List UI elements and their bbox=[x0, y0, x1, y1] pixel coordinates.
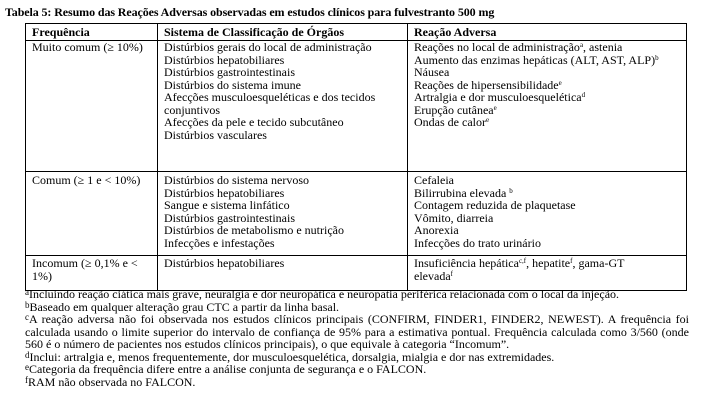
organ-system-item: Distúrbios de metabolismo e nutrição bbox=[164, 223, 344, 237]
organ-system-item: Afecções musculoesqueléticas e dos tecidos conjuntivos bbox=[164, 90, 376, 117]
footnote-label: e bbox=[25, 362, 29, 372]
footnote-ref: f bbox=[570, 257, 573, 265]
reaction-text: Contagem reduzida de plaquetase bbox=[414, 198, 576, 212]
reaction-text: Insuficiência hepática bbox=[414, 256, 519, 270]
footnote-ref: b bbox=[509, 186, 513, 195]
footnote-text: Inclui: artralgia e, menos frequentemente, dor musculoesquelética, dorsalgia, mialgia e dor nas extremidades. bbox=[29, 349, 555, 364]
footnote-ref: c,f bbox=[518, 257, 527, 265]
frequency-cell: Incomum (≥ 0,1% e < 1%) bbox=[26, 256, 158, 291]
header-adverse-reaction: Reação Adversa bbox=[408, 24, 687, 41]
organ-system-item: Distúrbios hepatobiliares bbox=[164, 185, 285, 200]
reaction-text: Vômito, diarreia bbox=[414, 210, 494, 225]
organ-system-item: Distúrbios do sistema nervoso bbox=[164, 173, 309, 187]
reaction-text: Reações no local de administração bbox=[414, 40, 580, 54]
reaction-item bbox=[414, 116, 680, 129]
frequency-cell: Muito comum (≥ 10%) bbox=[26, 41, 158, 172]
reaction-item bbox=[414, 54, 680, 67]
reaction-text: Cefaleia bbox=[414, 173, 454, 187]
organ-system-cell bbox=[158, 41, 408, 172]
reaction-text: Erupção cutânea bbox=[414, 102, 494, 117]
reaction-item bbox=[414, 257, 680, 270]
reaction-text: Anorexia bbox=[414, 223, 459, 237]
reaction-text: Infecções do trato urinário bbox=[414, 235, 541, 250]
footnote-label: b bbox=[25, 299, 30, 310]
reaction-text: , gama-GT bbox=[572, 256, 625, 270]
reaction-text: Bilirrubina elevada bbox=[414, 185, 507, 200]
footnote-label: d bbox=[25, 349, 30, 360]
footnotes bbox=[25, 288, 689, 388]
frequency-cell: Comum (≥ 1 e < 10%) bbox=[26, 172, 158, 256]
table-row bbox=[26, 256, 687, 291]
organ-system-item: Afecções da pele e tecido subcutâneo bbox=[164, 115, 344, 129]
adverse-reaction-cell bbox=[408, 256, 687, 291]
footnote-ref: f bbox=[450, 269, 453, 278]
reaction-item bbox=[414, 270, 680, 283]
organ-system-item: Sangue e sistema linfático bbox=[164, 198, 290, 212]
footnote bbox=[25, 313, 689, 351]
footnote-label: c bbox=[25, 312, 29, 322]
organ-system-item: Infecções e infestações bbox=[164, 235, 275, 250]
footnote-ref: a bbox=[579, 41, 584, 49]
table-row bbox=[26, 172, 687, 256]
reaction-text: , astenia bbox=[583, 40, 623, 54]
footnote-label: f bbox=[25, 374, 28, 385]
organ-system-item: Distúrbios gastrointestinais bbox=[164, 210, 295, 225]
table-header-row bbox=[26, 24, 687, 41]
organ-system-item: Distúrbios gerais do local de administração bbox=[164, 40, 372, 54]
footnote bbox=[25, 376, 689, 389]
organ-system-item: Distúrbios hepatobiliares bbox=[164, 52, 285, 67]
organ-system-item: Distúrbios do sistema imune bbox=[164, 77, 301, 92]
adverse-reaction-cell bbox=[408, 41, 687, 172]
reaction-text: elevada bbox=[414, 268, 451, 283]
reaction-text: Ondas de calor bbox=[414, 115, 486, 129]
reaction-text: Reações de hipersensibilidade bbox=[414, 77, 559, 92]
adverse-reactions-table bbox=[25, 23, 687, 291]
footnote-ref: e bbox=[558, 78, 562, 87]
footnote-text: Categoria da frequência difere entre a análise conjunta de segurança e o FALCON. bbox=[29, 362, 427, 376]
organ-system-cell bbox=[158, 172, 408, 256]
organ-system-cell bbox=[158, 256, 408, 291]
table-title: Tabela 5: Resumo das Reações Adversas observadas em estudos clínicos para fulvestranto 500 mg bbox=[5, 5, 495, 19]
reaction-text: Náusea bbox=[414, 65, 450, 79]
reaction-text: Aumento das enzimas hepáticas (ALT, AST, ALP) bbox=[414, 52, 656, 67]
organ-system-item: Distúrbios hepatobiliares bbox=[164, 256, 285, 270]
footnote-ref: d bbox=[581, 91, 586, 99]
reaction-text: Artralgia e dor musculoesquelética bbox=[414, 90, 582, 104]
table-row bbox=[26, 41, 687, 172]
footnote-label: a bbox=[25, 287, 29, 297]
footnote-text: Baseado em qualquer alteração grau CTC a partir da linha basal. bbox=[29, 299, 340, 314]
organ-system-item: Distúrbios vasculares bbox=[164, 127, 267, 142]
footnote-text: RAM não observada no FALCON. bbox=[28, 374, 196, 389]
footnote-ref: e bbox=[485, 116, 490, 124]
header-frequency: Frequência bbox=[26, 24, 158, 41]
reaction-text: , hepatite bbox=[526, 256, 571, 270]
footnote-text: A reação adversa não foi observada nos estudos clínicos principais (CONFIRM, FINDER1, FINDER2, NEWEST). A frequência foi calculada usando o limite superior do intervalo de confiança de 95% para a estimativa pontual. Frequência calculada como 3/560 (onde 560 é o número de pacientes nos estudos clínicos principais), o que equivale à categoria “Incomum”. bbox=[25, 312, 689, 351]
adverse-reaction-cell bbox=[408, 172, 687, 256]
organ-system-item: Distúrbios gastrointestinais bbox=[164, 65, 295, 79]
footnote-ref: b bbox=[655, 53, 659, 62]
footnote-ref: e bbox=[493, 103, 497, 112]
header-organ-system: Sistema de Classificação de Órgãos bbox=[158, 24, 408, 41]
reaction-item bbox=[414, 237, 680, 250]
footnote-text: Incluindo reação ciática mais grave, neuralgia e dor neuropática e neuropatia periférica relacionada com o local da injeção. bbox=[29, 287, 620, 301]
